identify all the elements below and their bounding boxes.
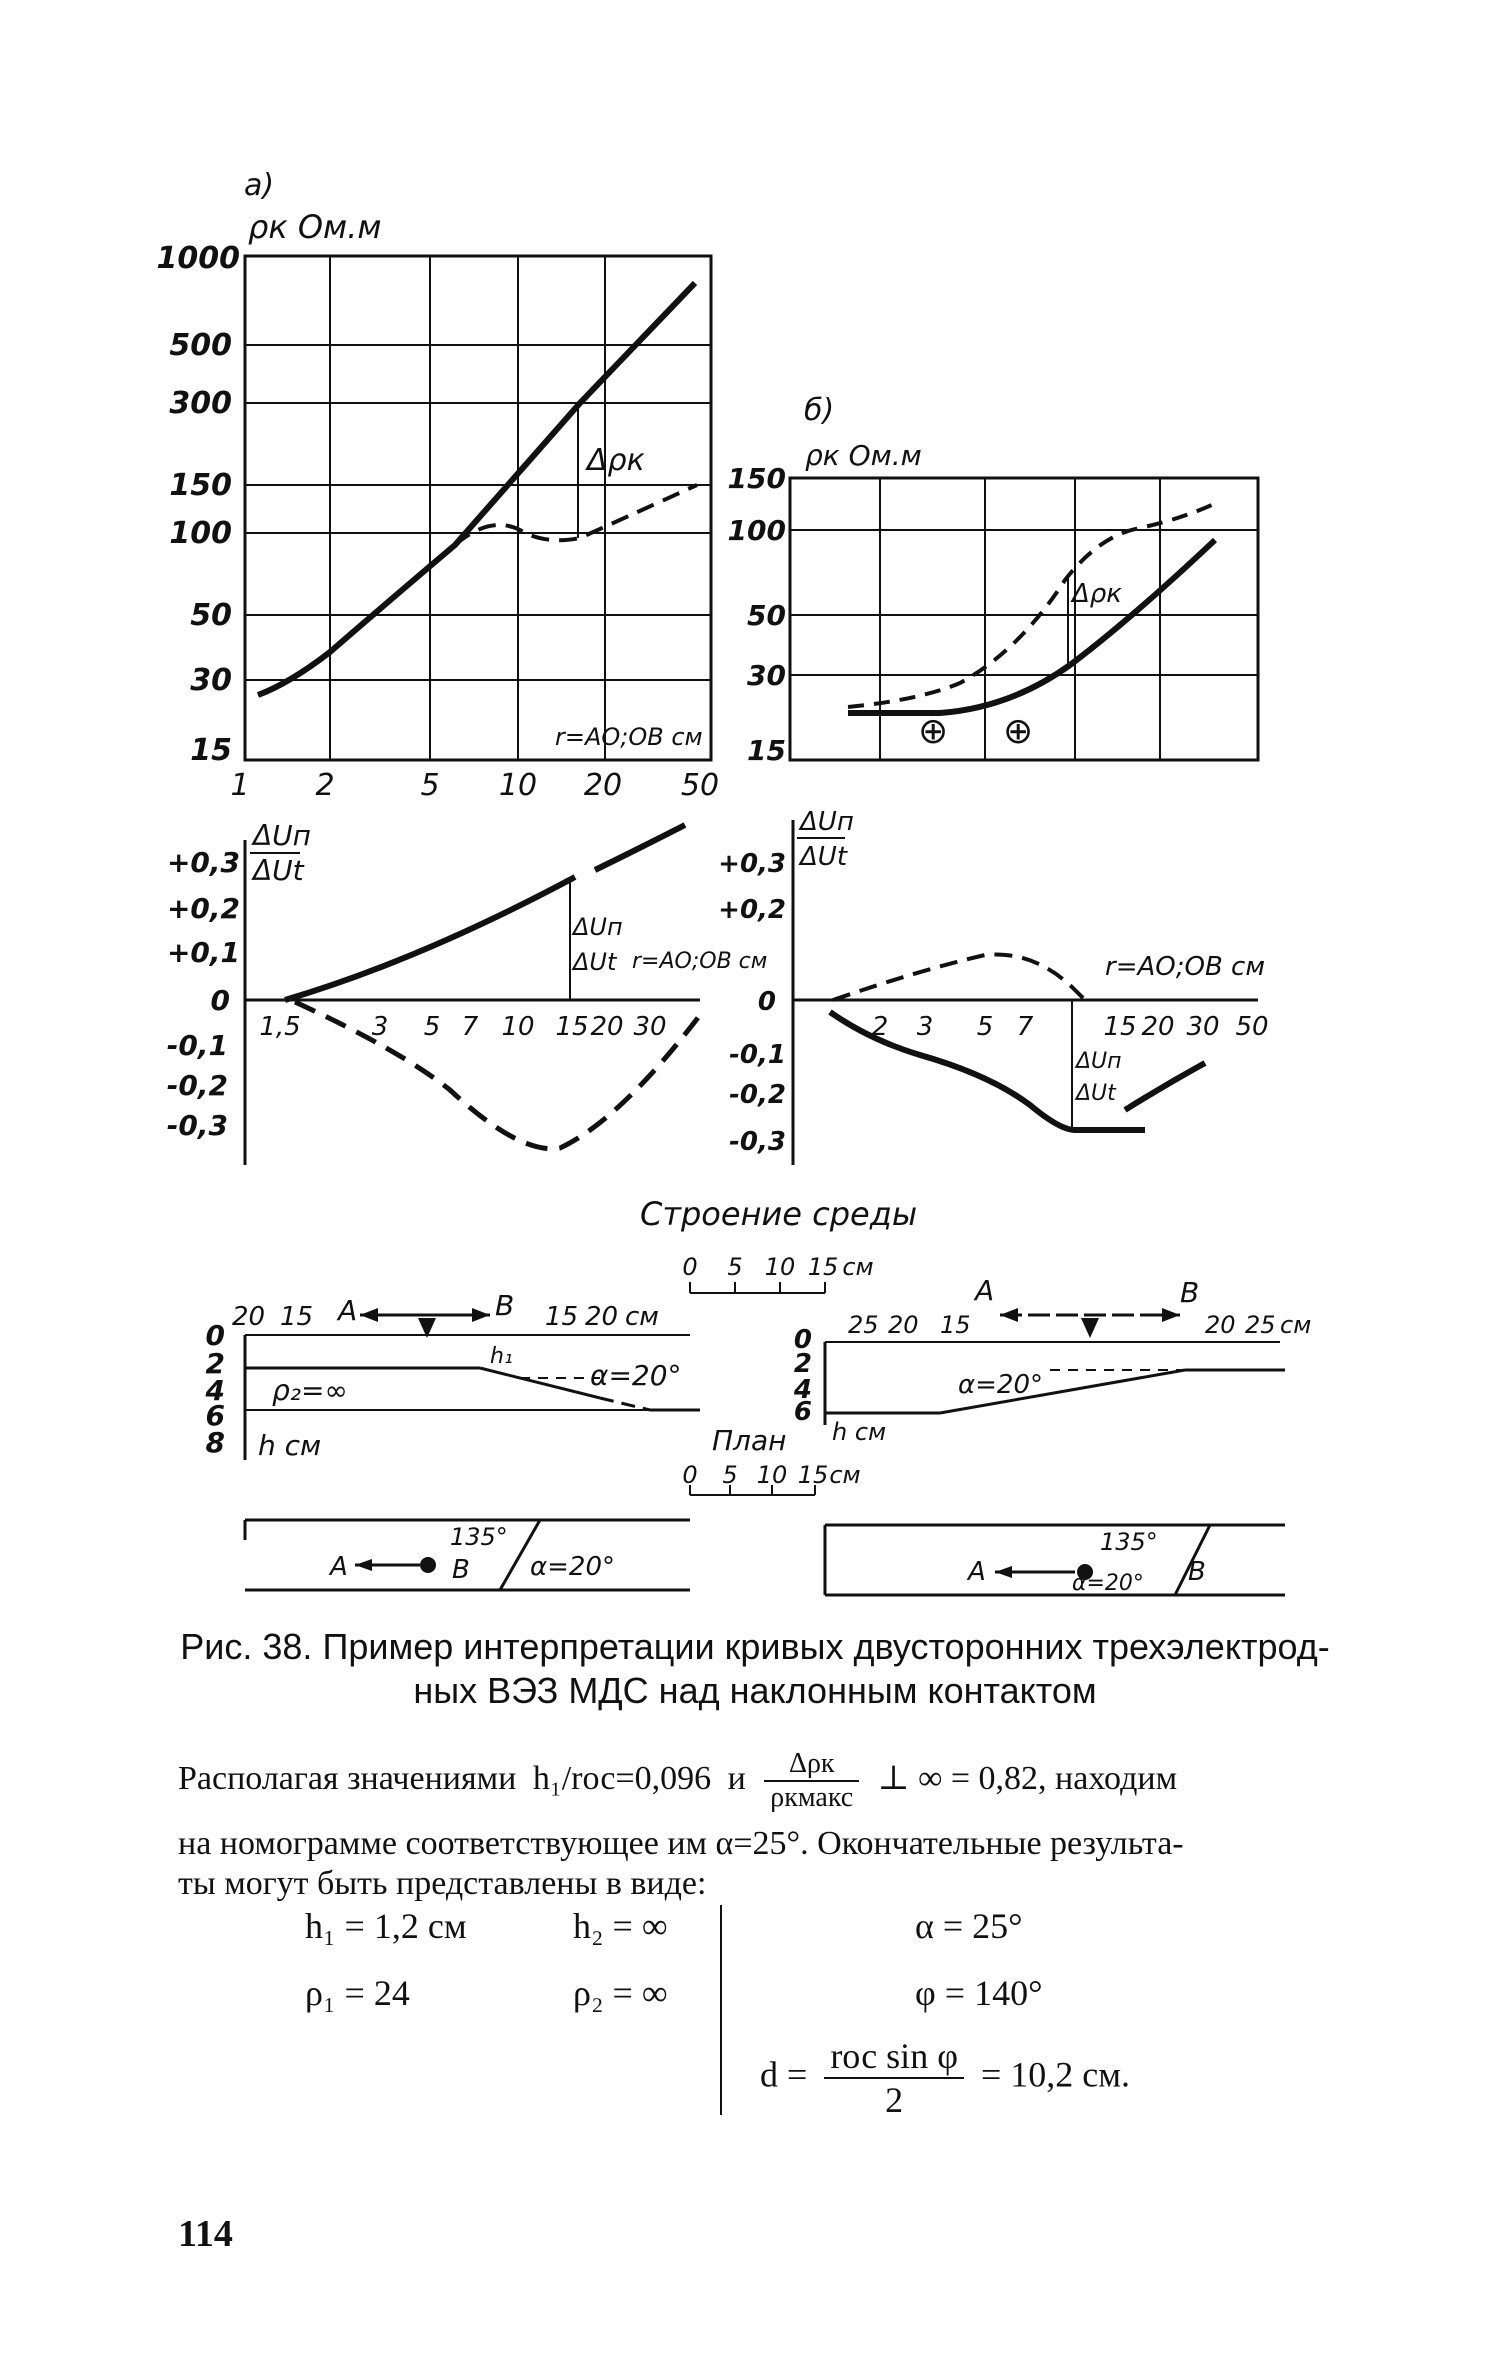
caption-line-2: ных ВЭЗ МДС над наклонным контактом (413, 1670, 1097, 1711)
result-h1: h₁ = 1,2 см (305, 1906, 467, 1946)
b-bottom-xtick: 5 (976, 1012, 994, 1042)
left-dist-tick: 15 (280, 1302, 314, 1332)
scale-plan-tick: 15 (797, 1461, 829, 1489)
a-top-ytick: 500 (169, 328, 232, 363)
a-top-xtick: 5 (420, 768, 440, 803)
a-bottom-xtick: 3 (371, 1012, 389, 1042)
right-point-a: A (975, 1274, 995, 1307)
result-d-num: rос sin φ (824, 2035, 964, 2079)
b-bottom-yticks (718, 849, 786, 1157)
scale-top-tick: 10 (764, 1253, 796, 1281)
right-arrow-head-left (1000, 1308, 1018, 1322)
result-d-right: = 10,2 см. (980, 2054, 1131, 2095)
caption-line-1: Рис. 38. Пример интерпретации кривых двусторонних трехэлектрод- (180, 1626, 1330, 1667)
plan-left-angle: 135° (450, 1523, 508, 1551)
b-bottom-ytick: -0,3 (729, 1127, 786, 1157)
para-expr1: h₁/rос=0,096 (532, 1759, 712, 1797)
a-bottom-ytick: 0 (210, 984, 230, 1017)
left-dist-tick: 20 (232, 1302, 266, 1332)
plan-right-angle: 135° (1100, 1528, 1158, 1556)
a-bottom-r-label: r=АО;ОВ см (632, 949, 768, 974)
result-d-fraction (824, 2035, 964, 2121)
b-top-dashed-curve (848, 502, 1218, 707)
scale-plan-tick: 10 (756, 1461, 788, 1489)
right-section (793, 1274, 1311, 1446)
b-bottom-xtick: 3 (916, 1012, 934, 1042)
a-top-xtick: 50 (680, 768, 720, 803)
a-top-xtick: 1 (230, 768, 250, 803)
right-electrode (1081, 1318, 1099, 1338)
para-fraction (764, 1748, 859, 1814)
result-phi: φ = 140° (915, 1973, 1043, 2013)
right-dist-tick: 15 (940, 1311, 971, 1339)
left-point-b: B (495, 1289, 515, 1322)
a-bottom-ytick: -0,3 (166, 1109, 228, 1142)
a-bottom-ratio-den: ΔUt (253, 854, 304, 887)
paragraph-line-2: на номограмме соответствующее им α=25°. Окончательные результа- (178, 1825, 1184, 1862)
result-d-den: 2 (885, 2080, 904, 2120)
a-top-xtick: 20 (583, 768, 623, 803)
a-top-delta-label: Δρк (587, 443, 645, 478)
left-alpha: α=20° (590, 1359, 682, 1392)
b-bottom-inner-den: ΔUt (1076, 1081, 1116, 1106)
a-bottom-ytick: +0,2 (166, 892, 240, 925)
right-alpha: α=20° (958, 1370, 1044, 1400)
a-bottom-yticks (167, 846, 240, 1142)
right-dist-tick: 20 (888, 1311, 919, 1339)
result-divider (720, 1905, 722, 2115)
a-top-ytick: 100 (169, 516, 232, 551)
a-bottom-xtick: 15 (555, 1012, 589, 1042)
plan-title: План (712, 1424, 787, 1457)
para-perp: ⊥ ∞ = 0,82, находим (877, 1759, 1178, 1797)
a-top-yticks (157, 241, 241, 768)
b-top-ytick: 15 (747, 734, 786, 767)
a-bottom-solid-curve (285, 877, 575, 1000)
left-rho2: ρ₂=∞ (272, 1374, 348, 1407)
scale-top-tick: 5 (727, 1253, 743, 1281)
a-bottom-xtick: 20 (590, 1012, 624, 1042)
b-bottom-xtick: 15 (1103, 1012, 1137, 1042)
b-bottom-r-label: r=АО;ОВ см (1105, 952, 1265, 982)
a-top-ytick: 30 (190, 663, 232, 698)
section-title: Строение среды (640, 1195, 918, 1233)
right-depth-tick: 2 (793, 1349, 812, 1379)
para-frac-num: Δρк (764, 1748, 859, 1782)
a-bottom-ytick: +0,3 (166, 846, 240, 879)
right-point-b: B (1180, 1276, 1200, 1309)
para-start: Располагая значениями (178, 1759, 517, 1797)
b-bottom-solid-tail (1125, 1063, 1205, 1110)
result-alpha: α = 25° (915, 1906, 1023, 1946)
plan-left-alpha: α=20° (530, 1552, 616, 1582)
left-section (205, 1289, 700, 1462)
b-top-yticks (728, 462, 786, 767)
right-dist-unit: см (1280, 1311, 1312, 1339)
a-top-grid (245, 256, 711, 760)
plan-left-point-b: B (452, 1555, 470, 1585)
a-bottom-xtick: 7 (461, 1012, 479, 1042)
scale-top-tick: 0 (682, 1253, 698, 1281)
right-depth-tick: 0 (793, 1325, 812, 1355)
a-bottom-inner-num: ΔUп (573, 913, 623, 941)
scale-plan-unit: см (829, 1461, 861, 1489)
b-top-plus-symbol: ⊕ (918, 711, 949, 752)
a-top-dashed-curve (455, 485, 697, 545)
plan-right-point-b: B (1188, 1557, 1206, 1587)
a-top-xtick: 2 (315, 768, 335, 803)
panel-b-label: б) (804, 393, 835, 428)
panel-a-label: a) (244, 168, 275, 203)
scale-plan-tick: 5 (722, 1461, 738, 1489)
page-number: 114 (178, 2213, 233, 2255)
left-depth-tick: 8 (205, 1426, 225, 1459)
b-bottom-ytick: 0 (757, 987, 776, 1017)
right-depth-unit: h см (832, 1418, 887, 1446)
b-bottom-ytick: +0,3 (718, 849, 786, 879)
left-depth-tick: 4 (205, 1374, 225, 1407)
result-rho2: ρ₂ = ∞ (573, 1973, 668, 2013)
para-and: и (727, 1759, 746, 1797)
a-top-xticks (230, 768, 719, 803)
right-dist-tick: 25 (848, 1311, 879, 1339)
b-bottom-xtick: 7 (1016, 1012, 1034, 1042)
b-top-ylabel: ρк Ом.м (805, 439, 922, 472)
a-top-xtick: 10 (498, 768, 538, 803)
b-top-ytick: 50 (747, 599, 786, 632)
right-dist-tick: 25 (1245, 1311, 1276, 1339)
a-bottom-ytick: -0,2 (166, 1069, 228, 1102)
scale-top (682, 1253, 873, 1293)
right-depth-tick: 6 (793, 1397, 812, 1427)
b-bottom-xtick: 2 (871, 1012, 889, 1042)
result-rho1: ρ₁ = 24 (305, 1973, 410, 2013)
left-arrow-head-left (360, 1308, 378, 1322)
b-bottom-xtick: 50 (1235, 1012, 1269, 1042)
plan-right-alpha: α=20° (1072, 1571, 1144, 1596)
plan-right (825, 1525, 1285, 1596)
a-top-ytick: 150 (169, 468, 232, 503)
result-d (760, 2035, 1130, 2121)
right-arrow-head-right (1162, 1308, 1180, 1322)
a-top-ytick: 15 (190, 733, 232, 768)
plan-right-point-a: A (968, 1557, 986, 1587)
left-dist-tick: 15 (545, 1302, 579, 1332)
left-depth-tick: 2 (205, 1347, 225, 1380)
right-depth-tick: 4 (793, 1375, 812, 1405)
b-top-ytick: 30 (747, 659, 786, 692)
b-bottom-ratio-num: ΔUп (800, 807, 854, 837)
a-top-ylabel: ρк Ом.м (248, 208, 382, 246)
result-h2: h₂ = ∞ (573, 1906, 668, 1946)
left-depth-unit: h см (258, 1429, 322, 1462)
figure-caption (150, 1625, 1360, 1713)
paragraph-line-1 (178, 1748, 1353, 1814)
a-top-ytick: 300 (169, 386, 232, 421)
left-point-a: A (338, 1294, 358, 1327)
b-top-ytick: 100 (727, 514, 786, 547)
b-top-delta-label: Δρк (1072, 579, 1122, 609)
a-bottom-xtick: 10 (501, 1012, 535, 1042)
paragraph-line-3: ты могут быть представлены в виде: (178, 1865, 707, 1902)
left-depth-tick: 6 (205, 1399, 225, 1432)
plan-left-point-a: A (330, 1552, 348, 1582)
left-depth-tick: 0 (205, 1319, 225, 1352)
right-dist-tick: 20 (1205, 1311, 1236, 1339)
a-bottom-ytick: -0,1 (166, 1029, 228, 1062)
a-bottom-ratio-num: ΔUп (253, 819, 311, 852)
b-bottom-inner-num: ΔUп (1076, 1049, 1122, 1074)
b-bottom-xtick: 30 (1186, 1012, 1220, 1042)
scale-plan (682, 1461, 860, 1495)
scale-plan-tick: 0 (682, 1461, 698, 1489)
b-bottom-dashed-curve (833, 954, 1085, 1000)
a-bottom-xtick: 5 (423, 1012, 441, 1042)
left-h1: h₁ (490, 1344, 513, 1369)
b-bottom-ratio-den: ΔUt (800, 842, 848, 872)
scale-top-unit: см (842, 1253, 874, 1281)
b-top-plus-symbol: ⊕ (1003, 711, 1034, 752)
b-bottom-ytick: -0,2 (729, 1080, 786, 1110)
a-bottom-xticks (259, 1012, 666, 1042)
b-bottom-ytick: +0,2 (718, 895, 786, 925)
para-frac-den: ρкмакс (770, 1782, 854, 1813)
a-top-ytick: 1000 (156, 241, 240, 276)
left-dist-unit: см (625, 1302, 659, 1332)
a-bottom-xtick: 30 (633, 1012, 667, 1042)
plan-left (245, 1520, 690, 1590)
a-top-r-label: r=АО;ОВ см (555, 723, 703, 751)
left-dist-tick: 20 (585, 1302, 619, 1332)
b-bottom-xticks (872, 1012, 1269, 1042)
scale-top-tick: 15 (807, 1253, 839, 1281)
left-arrow-head-right (472, 1308, 490, 1322)
a-bottom-ytick: +0,1 (166, 936, 240, 969)
a-bottom-solid-curve-tail (595, 825, 685, 870)
b-bottom-xtick: 20 (1141, 1012, 1175, 1042)
b-bottom-ytick: -0,1 (729, 1040, 786, 1070)
a-top-ytick: 50 (190, 598, 232, 633)
result-d-left: d = (760, 2054, 808, 2095)
a-bottom-inner-den: ΔUt (573, 948, 617, 976)
a-bottom-xtick: 1,5 (259, 1012, 301, 1042)
b-top-ytick: 150 (727, 462, 786, 495)
